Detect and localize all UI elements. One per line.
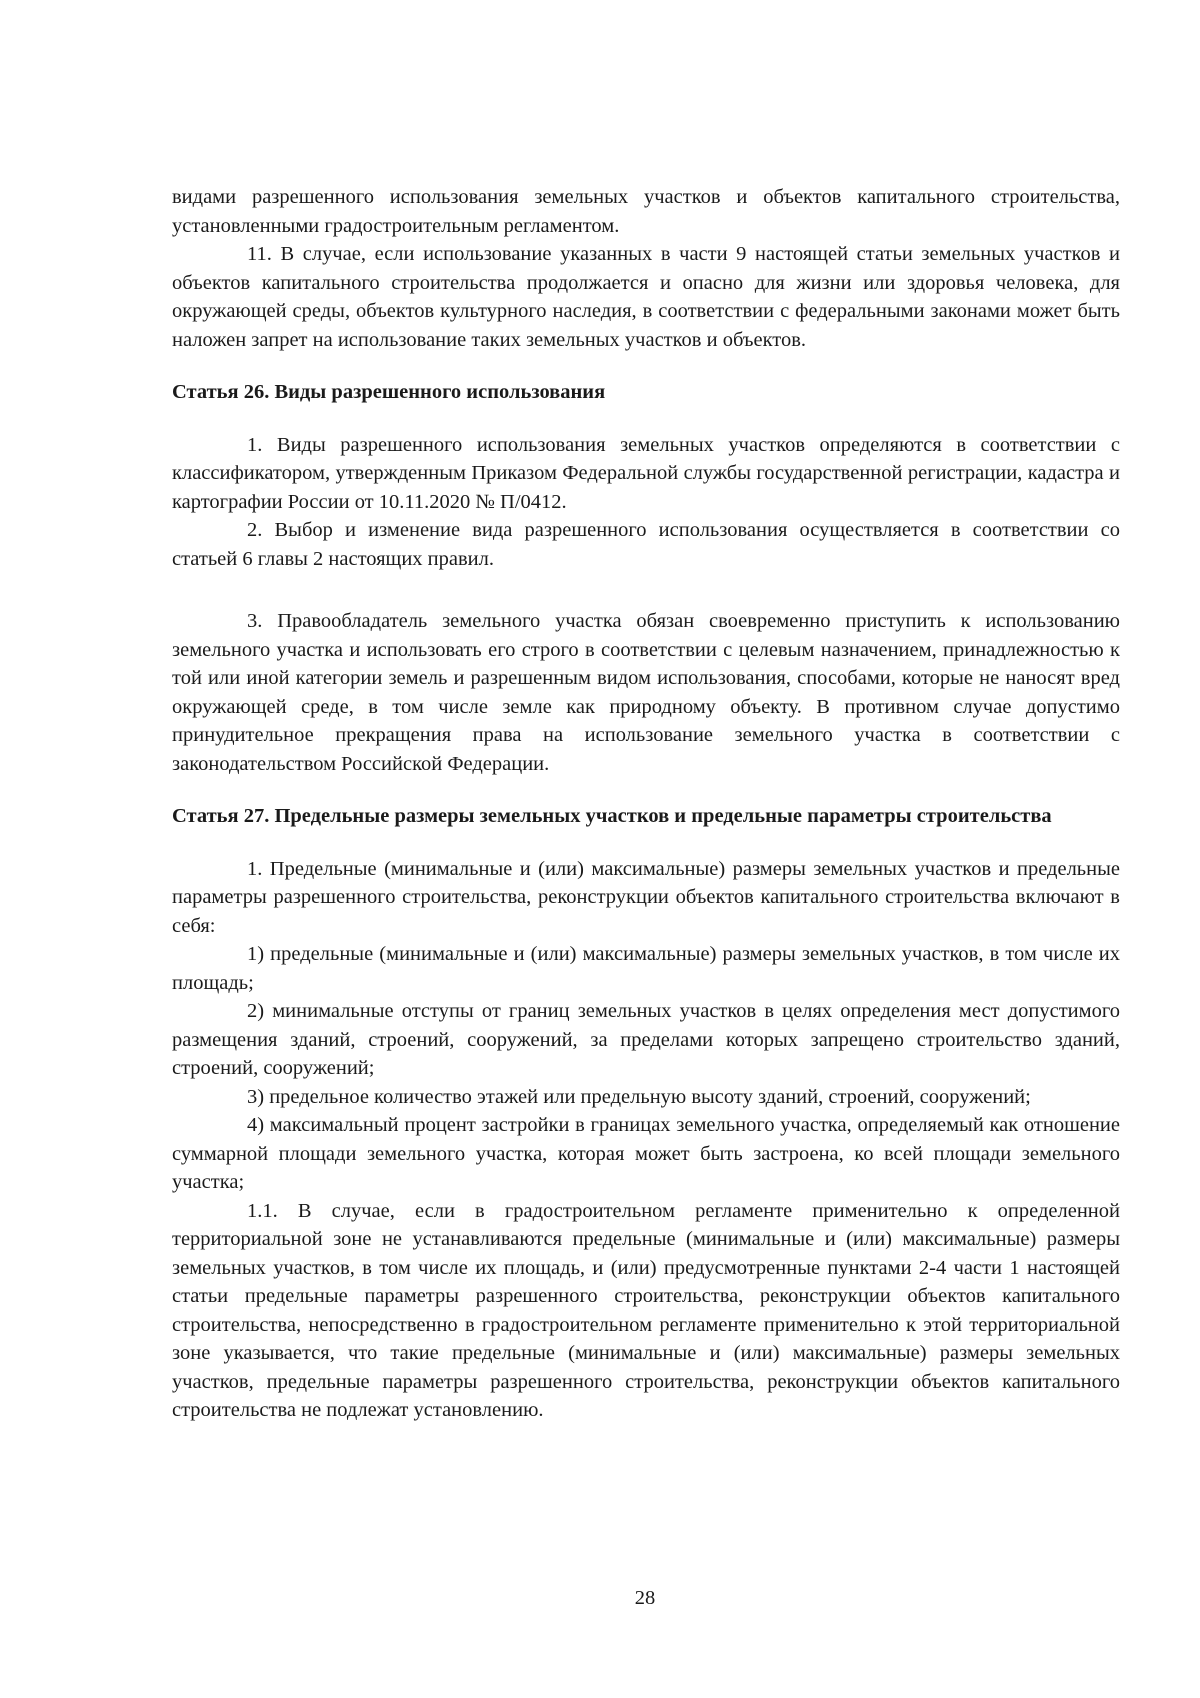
paragraph-article-26-clause-3: 3. Правообладатель земельного участка обязан своевременно приступить к использованию земельного участка и использовать его строго в соответствии с целевым назначением, принадлежностью к той или иной категории земель и разрешенным видом использования, способами, которые не наносят вред окружающей среде, в том числе земле как природному объекту. В противном случае допустимо принудительное прекращения права на использование земельного участка в соответствии с законодательством Российской Федерации.	[172, 610, 1120, 775]
document-body	[172, 183, 1120, 1425]
paragraph-clause-11: 11. В случае, если использование указанных в части 9 настоящей статьи земельных участков и объектов капитального строительства продолжается и опасно для жизни или здоровья человека, для окружающей среды, объектов культурного наследия, в соответствии с федеральными законами может быть наложен запрет на использование таких земельных участков и объектов.	[172, 243, 1120, 351]
page-number: 28	[634, 1587, 656, 1609]
paragraph-article-27-clause-1: 1. Предельные (минимальные и (или) максимальные) размеры земельных участков и предельные параметры разрешенного строительства, реконструкции объектов капитального строительства включают в себя:	[172, 857, 1120, 937]
paragraph-article-27-clause-1-1: 1.1. В случае, если в градостроительном регламенте применительно к определенной территориальной зоне не устанавливаются предельные (минимальные и (или) максимальные) размеры земельных участков, в том числе их площадь, и (или) предусмотренные пунктами 2-4 части 1 настоящей статьи предельные параметры разрешенного строительства, реконструкции объектов капитального строительства, непосредственно в градостроительном регламенте применительно к этой территориальной зоне указывается, что такие предельные (минимальные и (или) максимальные) размеры земельных участков, предельные параметры разрешенного строительства, реконструкции объектов капитального строительства не подлежат установлению.	[172, 1199, 1120, 1421]
heading-article-27: Статья 27. Предельные размеры земельных участков и предельные параметры строительства	[172, 805, 1052, 827]
list-item-1: 1) предельные (минимальные и (или) максимальные) размеры земельных участков, в том числе их площадь;	[172, 943, 1120, 994]
heading-article-26: Статья 26. Виды разрешенного использования	[172, 381, 606, 403]
paragraph-article-26-clause-1: 1. Виды разрешенного использования земельных участков определяются в соответствии с классификатором, утвержденным Приказом Федеральной службы государственной регистрации, кадастра и картографии России от 10.11.2020 № П/0412.	[172, 433, 1120, 513]
list-item-2: 2) минимальные отступы от границ земельных участков в целях определения мест допустимого размещения зданий, строений, сооружений, за пределами которых запрещено строительство зданий, строений, сооружений;	[172, 1000, 1120, 1079]
paragraph-article-26-clause-2: 2. Выбор и изменение вида разрешенного использования осуществляется в соответствии со статьей 6 главы 2 настоящих правил.	[172, 519, 1120, 570]
list-item-3: 3) предельное количество этажей или предельную высоту зданий, строений, сооружений;	[247, 1085, 1031, 1108]
list-item-4: 4) максимальный процент застройки в границах земельного участка, определяемый как отношение суммарной площади земельного участка, которая может быть застроена, ко всей площади земельного участка;	[172, 1114, 1120, 1193]
paragraph-continuation: видами разрешенного использования земельных участков и объектов капитального строительства, установленными градостроительным регламентом.	[172, 186, 1120, 237]
